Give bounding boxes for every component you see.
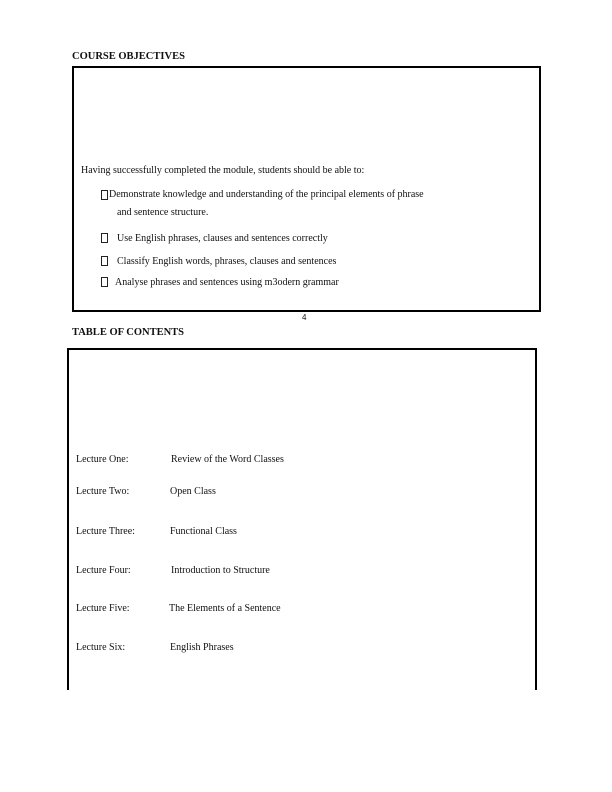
objectives-heading: COURSE OBJECTIVES (72, 51, 185, 62)
toc-label: Lecture One: (76, 454, 129, 465)
toc-title: Introduction to Structure (171, 565, 270, 576)
objective-item-continuation: and sentence structure. (117, 207, 209, 218)
objective-item: Analyse phrases and sentences using m3odern grammar (115, 277, 339, 288)
objectives-intro: Having successfully completed the module, students should be able to: (81, 165, 365, 176)
bullet-icon (101, 256, 108, 266)
page-number: 4 (302, 313, 307, 322)
bullet-icon (101, 190, 108, 200)
objective-item: Use English phrases, clauses and sentences correctly (117, 233, 328, 244)
toc-title: Functional Class (170, 526, 237, 537)
objective-item: Classify English words, phrases, clauses and sentences (117, 256, 337, 267)
toc-label: Lecture Four: (76, 565, 131, 576)
toc-label: Lecture Three: (76, 526, 135, 537)
toc-title: English Phrases (170, 642, 234, 653)
toc-title: Open Class (170, 486, 216, 497)
objective-item: Demonstrate knowledge and understanding of the principal elements of phrase (109, 189, 424, 200)
toc-heading: TABLE OF CONTENTS (72, 327, 185, 338)
toc-title: Review of the Word Classes (171, 454, 284, 465)
toc-box (67, 348, 537, 690)
bullet-icon (101, 277, 108, 287)
toc-label: Lecture Six: (76, 642, 126, 653)
toc-label: Lecture Five: (76, 603, 130, 614)
toc-title: The Elements of a Sentence (169, 603, 281, 614)
toc-label: Lecture Two: (76, 486, 130, 497)
bullet-icon (101, 233, 108, 243)
